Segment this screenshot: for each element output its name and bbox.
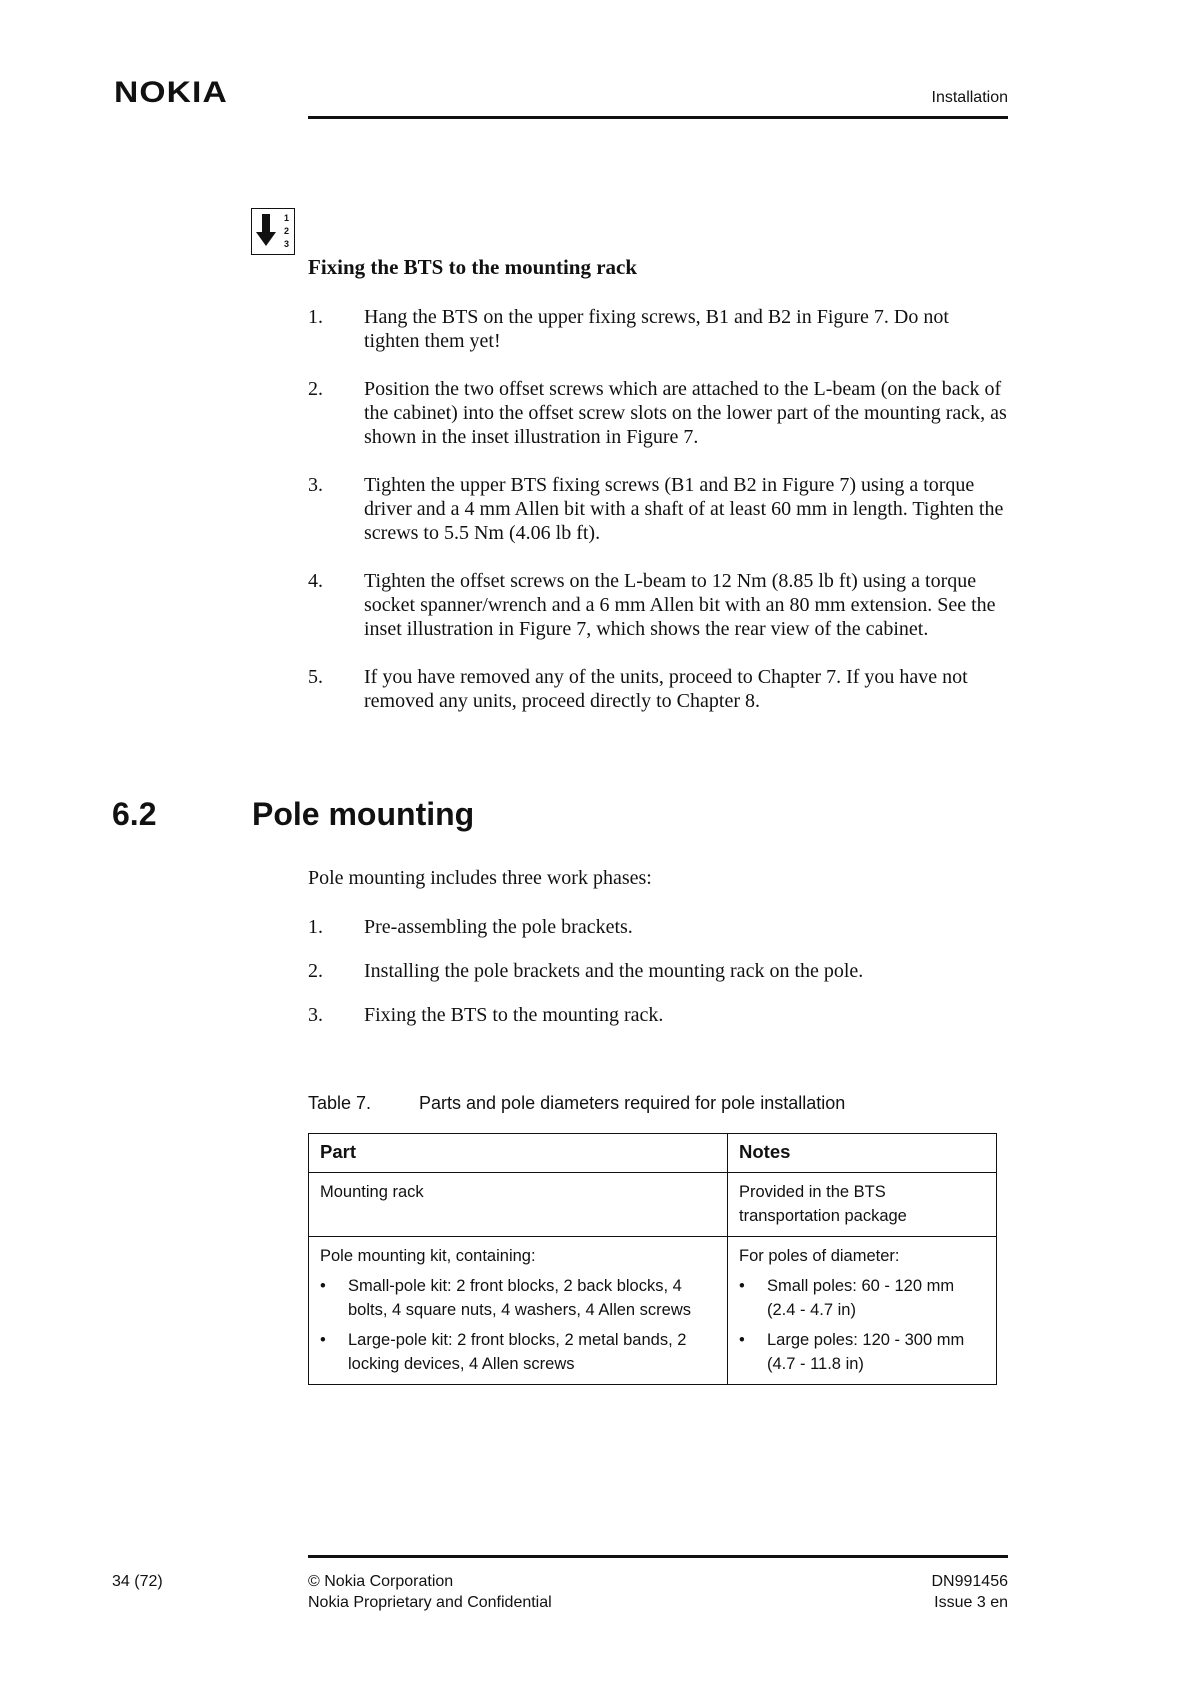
- table-header-row: [309, 1134, 997, 1173]
- work-phase: 1. Pre-assembling the pole brackets.: [308, 916, 633, 938]
- nokia-logo: NOKIA: [114, 76, 228, 109]
- procedure-step-numbers: 1 2 3: [283, 213, 289, 249]
- cell-notes: Provided in the BTS transportation package: [728, 1173, 997, 1237]
- diameter-list: [739, 1274, 986, 1376]
- procedure-title: Fixing the BTS to the mounting rack: [308, 255, 638, 279]
- procedure-step: 4. Tighten the offset screws on the L-beam to 12 Nm (8.85 lb ft) using a torque socket spanner/wrench and a 6 mm Allen bit with an 80 mm extension. See the inset illustration in Figure 7, which shows the rear view of the cabinet.: [308, 570, 996, 640]
- procedure-step: 5. If you have removed any of the units, proceed to Chapter 7. If you have not removed any units, proceed directly to Chapter 8.: [308, 666, 968, 712]
- table-row: [309, 1237, 997, 1385]
- work-phase: 2. Installing the pole brackets and the mounting rack on the pole.: [308, 960, 864, 982]
- column-header-part: Part: [309, 1134, 728, 1173]
- list-item: • Large poles: 120 - 300 mm (4.7 - 11.8 in): [739, 1328, 986, 1376]
- cell-part: Mounting rack: [309, 1173, 728, 1237]
- section-title: Pole mounting: [252, 796, 475, 832]
- work-phase: 3. Fixing the BTS to the mounting rack.: [308, 1004, 664, 1026]
- parts-table: [308, 1133, 997, 1385]
- down-arrow-icon: [255, 212, 277, 248]
- section-intro: Pole mounting includes three work phases:: [308, 867, 652, 889]
- table-label: Table 7.: [308, 1093, 372, 1113]
- list-item: • Small poles: 60 - 120 mm (2.4 - 4.7 in): [739, 1274, 986, 1322]
- footer-document-id: DN991456 Issue 3 en: [931, 1573, 1008, 1611]
- procedure-steps-icon: [251, 208, 295, 255]
- list-item: • Large-pole kit: 2 front blocks, 2 metal bands, 2 locking devices, 4 Allen screws: [320, 1328, 717, 1376]
- footer-copyright: © Nokia Corporation Nokia Proprietary and Confidential: [308, 1573, 552, 1611]
- list-item: • Small-pole kit: 2 front blocks, 2 back blocks, 4 bolts, 4 square nuts, 4 washers, 4 Allen screws: [320, 1274, 717, 1322]
- kit-list: [320, 1274, 717, 1376]
- header-rule: [308, 116, 1008, 119]
- footer-rule: [308, 1555, 1008, 1558]
- cell-part: Pole mounting kit, containing: • Small-pole kit: 2 front blocks, 2 back blocks, 4 bolts, 4 square nuts, 4 washers, 4 Allen screws • Large-pole kit: 2 front blocks, 2 metal bands, 2 locking devices, 4 Allen screws: [309, 1237, 728, 1385]
- cell-notes: For poles of diameter: • Small poles: 60 - 120 mm (2.4 - 4.7 in) • Large poles: 120 - 300 mm (4.7 - 11.8 in): [728, 1237, 997, 1385]
- section-number: 6.2: [112, 796, 157, 832]
- work-phases-list: [308, 915, 1008, 1047]
- procedure-step: 3. Tighten the upper BTS fixing screws (B1 and B2 in Figure 7) using a torque driver and a 4 mm Allen bit with a shaft of at least 60 mm in length. Tighten the screws to 5.5 Nm (4.06 lb ft).: [308, 474, 1004, 544]
- column-header-notes: Notes: [728, 1134, 997, 1173]
- table-title: Parts and pole diameters required for pole installation: [419, 1093, 846, 1113]
- page-number: 34 (72): [112, 1573, 163, 1590]
- table-row: [309, 1173, 997, 1237]
- header-section-title: Installation: [931, 89, 1008, 106]
- table-caption: [308, 1092, 846, 1114]
- procedure-step: 1. Hang the BTS on the upper fixing screws, B1 and B2 in Figure 7. Do not tighten them yet!: [308, 306, 949, 352]
- procedure-steps: [308, 305, 1008, 737]
- procedure-step: 2. Position the two offset screws which are attached to the L-beam (on the back of the cabinet) into the offset screw slots on the lower part of the mounting rack, as shown in the inset illustration in Figure 7.: [308, 378, 1007, 448]
